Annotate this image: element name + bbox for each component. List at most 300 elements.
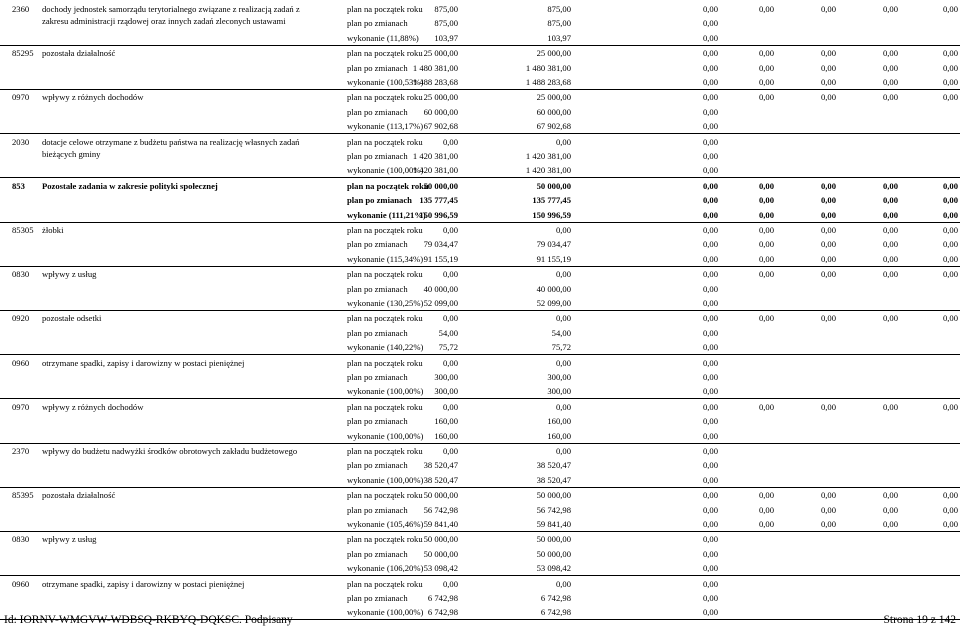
- value-cell: 0,00: [882, 269, 898, 280]
- row-label: wykonanie (111,21%): [347, 209, 426, 220]
- value-cell: 0,00: [758, 490, 774, 501]
- value-cell: 0,00: [820, 519, 836, 529]
- row-label: wykonanie (130,25%): [347, 298, 424, 308]
- value-cell: 25 000,00: [423, 48, 458, 59]
- value-cell: 0,00: [942, 239, 958, 250]
- classification-name: wpływy z różnych dochodów: [42, 92, 144, 103]
- table-row: [0, 591, 960, 605]
- value-cell: 0,00: [702, 32, 718, 43]
- value-cell: 103,97: [434, 32, 458, 43]
- value-cell: 0,00: [758, 48, 774, 59]
- page-number: Strona 19 z 142: [883, 614, 956, 626]
- value-cell: 0,00: [942, 209, 958, 220]
- value-cell: 0,00: [758, 209, 774, 220]
- value-cell: 0,00: [702, 209, 718, 220]
- value-cell: 0,00: [882, 313, 898, 324]
- row-label: wykonanie (105,46%): [347, 519, 424, 529]
- value-cell: 38 520,47: [423, 460, 458, 471]
- value-cell: 0,00: [702, 4, 718, 14]
- value-cell: 0,00: [702, 460, 718, 471]
- value-cell: 0,00: [758, 225, 774, 235]
- row-label: plan po zmianach: [347, 416, 408, 427]
- value-cell: 0,00: [702, 92, 718, 103]
- value-cell: 6 742,98: [427, 607, 458, 618]
- value-cell: 0,00: [820, 209, 836, 220]
- value-cell: 0,00: [702, 578, 718, 589]
- table-row: [0, 356, 960, 370]
- value-cell: 60 000,00: [536, 106, 571, 117]
- value-cell: 53 098,42: [423, 563, 458, 574]
- value-cell: 0,00: [758, 504, 774, 515]
- value-cell: 1 420 381,00: [525, 165, 571, 176]
- row-label: wykonanie (100,00%): [347, 386, 424, 397]
- value-cell: 1 420 381,00: [412, 165, 458, 176]
- value-cell: 0,00: [702, 165, 718, 176]
- value-cell: 0,00: [758, 195, 774, 206]
- value-cell: 150 996,59: [532, 209, 571, 220]
- table-row: [0, 488, 960, 502]
- classification-name: Pozostałe zadania w zakresie polityki społecznej: [42, 180, 218, 191]
- table-row: [0, 223, 960, 237]
- value-cell: 50 000,00: [536, 490, 571, 501]
- table-row: [0, 31, 960, 45]
- value-cell: 0,00: [820, 195, 836, 206]
- value-cell: 0,00: [702, 548, 718, 559]
- row-label: plan na początek roku: [347, 48, 423, 59]
- value-cell: 300,00: [547, 386, 571, 397]
- value-cell: 0,00: [820, 313, 836, 324]
- table-row: [0, 179, 960, 193]
- value-cell: 0,00: [702, 534, 718, 545]
- value-cell: 50 000,00: [536, 180, 571, 191]
- value-cell: 0,00: [758, 253, 774, 264]
- value-cell: 0,00: [820, 401, 836, 412]
- classification-code: 0960: [12, 578, 30, 589]
- value-cell: 0,00: [942, 490, 958, 501]
- value-cell: 0,00: [702, 77, 718, 87]
- value-cell: 0,00: [442, 269, 458, 280]
- value-cell: 25 000,00: [536, 48, 571, 59]
- table-row: [0, 311, 960, 325]
- value-cell: 0,00: [882, 225, 898, 235]
- row-label: plan na początek roku: [347, 225, 423, 235]
- value-cell: 91 155,19: [536, 253, 571, 264]
- value-cell: 0,00: [758, 77, 774, 87]
- row-label: plan na początek roku: [347, 180, 429, 191]
- value-cell: 0,00: [942, 225, 958, 235]
- value-cell: 0,00: [882, 77, 898, 87]
- classification-code: 2370: [12, 446, 30, 456]
- value-cell: 0,00: [820, 253, 836, 264]
- value-cell: 0,00: [820, 48, 836, 59]
- value-cell: 50 000,00: [536, 534, 571, 545]
- value-cell: 0,00: [758, 313, 774, 324]
- table-row: [0, 577, 960, 591]
- value-cell: 0,00: [702, 327, 718, 338]
- value-cell: 0,00: [702, 313, 718, 324]
- row-label: plan po zmianach: [347, 372, 408, 382]
- value-cell: 0,00: [820, 225, 836, 235]
- value-cell: 0,00: [758, 269, 774, 280]
- value-cell: 300,00: [434, 372, 458, 382]
- table-row: [0, 532, 960, 546]
- value-cell: 0,00: [555, 136, 571, 147]
- value-cell: 300,00: [434, 386, 458, 397]
- value-cell: 0,00: [942, 92, 958, 103]
- value-cell: 875,00: [547, 18, 571, 29]
- value-cell: 0,00: [702, 298, 718, 308]
- row-label: wykonanie (11,88%): [347, 32, 419, 43]
- table-row: [0, 473, 960, 487]
- value-cell: 0,00: [820, 269, 836, 280]
- row-label: plan po zmianach: [347, 460, 408, 471]
- value-cell: 56 742,98: [423, 504, 458, 515]
- value-cell: 0,00: [758, 62, 774, 73]
- value-cell: 0,00: [702, 372, 718, 382]
- value-cell: 0,00: [442, 357, 458, 368]
- value-cell: 0,00: [442, 578, 458, 589]
- table-row: [0, 503, 960, 517]
- value-cell: 25 000,00: [423, 92, 458, 103]
- value-cell: 67 902,68: [536, 121, 571, 132]
- table-row: [0, 326, 960, 340]
- value-cell: 0,00: [758, 239, 774, 250]
- classification-name: otrzymane spadki, zapisy i darowizny w postaci pieniężnej: [42, 578, 245, 589]
- value-cell: 59 841,40: [423, 519, 458, 529]
- value-cell: 0,00: [555, 446, 571, 456]
- value-cell: 1 420 381,00: [412, 151, 458, 161]
- classification-code: 2030: [12, 136, 30, 147]
- value-cell: 0,00: [758, 519, 774, 529]
- classification-code: 0920: [12, 313, 30, 324]
- row-label: plan na początek roku: [347, 92, 423, 103]
- value-cell: 6 742,98: [540, 593, 571, 603]
- row-label: wykonanie (115,34%): [347, 253, 424, 264]
- row-label: plan na początek roku: [347, 490, 423, 501]
- classification-name: pozostała działalność: [42, 48, 116, 59]
- table-row: [0, 46, 960, 60]
- value-cell: 59 841,40: [536, 519, 571, 529]
- value-cell: 0,00: [702, 593, 718, 603]
- value-cell: 0,00: [702, 62, 718, 73]
- value-cell: 875,00: [434, 4, 458, 14]
- value-cell: 875,00: [434, 18, 458, 29]
- table-row: [0, 384, 960, 398]
- table-row: [0, 163, 960, 177]
- value-cell: 0,00: [702, 446, 718, 456]
- value-cell: 79 034,47: [536, 239, 571, 250]
- value-cell: 0,00: [702, 48, 718, 59]
- value-cell: 300,00: [547, 372, 571, 382]
- table-row: [0, 296, 960, 310]
- value-cell: 0,00: [442, 225, 458, 235]
- value-cell: 0,00: [882, 401, 898, 412]
- value-cell: 0,00: [442, 136, 458, 147]
- value-cell: 0,00: [882, 180, 898, 191]
- classification-code: 85295: [12, 48, 34, 59]
- table-row: [0, 547, 960, 561]
- value-cell: 0,00: [758, 401, 774, 412]
- value-cell: 0,00: [702, 401, 718, 412]
- row-label: plan po zmianach: [347, 106, 408, 117]
- value-cell: 135 777,45: [532, 195, 571, 206]
- table-row: [0, 252, 960, 266]
- classification-code: 0960: [12, 357, 30, 368]
- row-label: plan na początek roku: [347, 4, 423, 14]
- classification-code: 85305: [12, 225, 34, 235]
- value-cell: 0,00: [882, 239, 898, 250]
- value-cell: 0,00: [702, 490, 718, 501]
- value-cell: 0,00: [942, 62, 958, 73]
- value-cell: 0,00: [702, 474, 718, 485]
- row-label: plan na początek roku: [347, 136, 423, 147]
- table-row: [0, 458, 960, 472]
- value-cell: 0,00: [702, 106, 718, 117]
- value-cell: 1 488 283,68: [412, 77, 458, 87]
- table-row: [0, 61, 960, 75]
- value-cell: 54,00: [438, 327, 458, 338]
- value-cell: 38 520,47: [423, 474, 458, 485]
- value-cell: 0,00: [702, 180, 718, 191]
- value-cell: 0,00: [758, 92, 774, 103]
- row-label: plan po zmianach: [347, 195, 412, 206]
- value-cell: 0,00: [758, 4, 774, 14]
- value-cell: 38 520,47: [536, 460, 571, 471]
- table-row: [0, 282, 960, 296]
- value-cell: 6 742,98: [540, 607, 571, 618]
- row-label: wykonanie (113,17%): [347, 121, 424, 132]
- table-row: [0, 16, 960, 30]
- value-cell: 60 000,00: [423, 106, 458, 117]
- value-cell: 150 996,59: [419, 209, 458, 220]
- classification-code: 0830: [12, 534, 30, 545]
- document-id: Id: IORNV-WMGVW-WDBSQ-RKBYQ-DQKSC. Podpisany: [4, 614, 293, 626]
- value-cell: 0,00: [702, 121, 718, 132]
- row-label: plan po zmianach: [347, 239, 408, 250]
- value-cell: 0,00: [702, 253, 718, 264]
- classification-code: 0970: [12, 92, 30, 103]
- value-cell: 0,00: [942, 77, 958, 87]
- table-row: [0, 237, 960, 251]
- table-row: [0, 105, 960, 119]
- value-cell: 53 098,42: [536, 563, 571, 574]
- value-cell: 0,00: [820, 92, 836, 103]
- value-cell: 0,00: [942, 504, 958, 515]
- value-cell: 50 000,00: [423, 490, 458, 501]
- value-cell: 56 742,98: [536, 504, 571, 515]
- row-label: wykonanie (100,00%): [347, 607, 424, 618]
- value-cell: 160,00: [434, 416, 458, 427]
- value-cell: 0,00: [702, 504, 718, 515]
- value-cell: 0,00: [702, 607, 718, 618]
- value-cell: 0,00: [820, 4, 836, 14]
- value-cell: 25 000,00: [536, 92, 571, 103]
- value-cell: 0,00: [882, 92, 898, 103]
- value-cell: 0,00: [702, 151, 718, 161]
- value-cell: 38 520,47: [536, 474, 571, 485]
- value-cell: 0,00: [942, 253, 958, 264]
- row-label: wykonanie (100,00%): [347, 474, 424, 485]
- value-cell: 0,00: [555, 313, 571, 324]
- value-cell: 79 034,47: [423, 239, 458, 250]
- value-cell: 75,72: [551, 342, 571, 353]
- row-label: plan na początek roku: [347, 401, 423, 412]
- value-cell: 0,00: [942, 269, 958, 280]
- value-cell: 0,00: [702, 225, 718, 235]
- value-cell: 875,00: [547, 4, 571, 14]
- value-cell: 67 902,68: [423, 121, 458, 132]
- value-cell: 0,00: [702, 416, 718, 427]
- row-label: plan na początek roku: [347, 534, 423, 545]
- row-label: wykonanie (106,20%): [347, 563, 424, 574]
- value-cell: 91 155,19: [423, 253, 458, 264]
- value-cell: 0,00: [702, 519, 718, 529]
- row-label: wykonanie (140,22%): [347, 342, 424, 353]
- value-cell: 0,00: [555, 357, 571, 368]
- value-cell: 0,00: [942, 48, 958, 59]
- value-cell: 0,00: [820, 180, 836, 191]
- row-label: plan na początek roku: [347, 313, 423, 324]
- value-cell: 1 480 381,00: [525, 62, 571, 73]
- value-cell: 40 000,00: [536, 283, 571, 294]
- value-cell: 0,00: [942, 4, 958, 14]
- value-cell: 103,97: [547, 32, 571, 43]
- classification-name: wpływy z różnych dochodów: [42, 401, 144, 412]
- row-label: wykonanie (100,53%): [347, 77, 424, 87]
- classification-name: żłobki: [42, 225, 64, 235]
- table-row: [0, 193, 960, 207]
- classification-name: wpływy do budżetu nadwyżki środków obrotowych zakładu budżetowego: [42, 446, 298, 456]
- value-cell: 0,00: [942, 313, 958, 324]
- value-cell: 0,00: [702, 195, 718, 206]
- row-label: plan po zmianach: [347, 548, 408, 559]
- value-cell: 160,00: [434, 430, 458, 441]
- table-row: [0, 414, 960, 428]
- row-label: plan po zmianach: [347, 62, 408, 73]
- value-cell: 0,00: [702, 239, 718, 250]
- table-row: [0, 340, 960, 354]
- row-label: wykonanie (100,00%): [347, 430, 424, 441]
- value-cell: 0,00: [758, 180, 774, 191]
- value-cell: 40 000,00: [423, 283, 458, 294]
- row-label: plan po zmianach: [347, 283, 408, 294]
- table-row: [0, 561, 960, 575]
- value-cell: 50 000,00: [423, 180, 458, 191]
- table-row: [0, 75, 960, 89]
- classification-name: pozostałe odsetki: [42, 313, 102, 324]
- value-cell: 0,00: [882, 62, 898, 73]
- value-cell: 0,00: [702, 563, 718, 574]
- value-cell: 0,00: [942, 195, 958, 206]
- classification-name: dotacje celowe otrzymane z budżetu państwa na realizację własnych zadań bieżących gminy: [42, 136, 300, 159]
- page-footer: [0, 613, 960, 631]
- value-cell: 50 000,00: [423, 534, 458, 545]
- classification-name: pozostała działalność: [42, 490, 116, 501]
- value-cell: 0,00: [702, 269, 718, 280]
- classification-code: 0830: [12, 269, 30, 280]
- value-cell: 0,00: [820, 490, 836, 501]
- classification-name: dochody jednostek samorządu terytorialnego związane z realizacją zadań z zakresu administracji rządowej oraz innych zadań zleconych ustawami: [42, 4, 300, 26]
- classification-name: wpływy z usług: [42, 534, 97, 545]
- row-label: plan po zmianach: [347, 504, 408, 515]
- value-cell: 0,00: [555, 578, 571, 589]
- row-label: plan na początek roku: [347, 578, 423, 589]
- classification-code: 2360: [12, 4, 30, 14]
- row-label: plan po zmianach: [347, 327, 408, 338]
- value-cell: 0,00: [442, 401, 458, 412]
- row-label: plan po zmianach: [347, 151, 408, 161]
- value-cell: 0,00: [442, 313, 458, 324]
- value-cell: 0,00: [820, 504, 836, 515]
- table-row: [0, 267, 960, 281]
- table-row: [0, 149, 960, 163]
- value-cell: 0,00: [820, 77, 836, 87]
- value-cell: 0,00: [942, 180, 958, 191]
- value-cell: 0,00: [882, 209, 898, 220]
- value-cell: 160,00: [547, 430, 571, 441]
- table-row: [0, 517, 960, 531]
- classification-code: 0970: [12, 401, 30, 412]
- row-label: plan na początek roku: [347, 357, 423, 368]
- value-cell: 52 099,00: [536, 298, 571, 308]
- table-row: [0, 370, 960, 384]
- value-cell: 0,00: [942, 519, 958, 529]
- value-cell: 0,00: [882, 519, 898, 529]
- value-cell: 75,72: [438, 342, 458, 353]
- value-cell: 0,00: [555, 225, 571, 235]
- value-cell: 0,00: [820, 239, 836, 250]
- classification-name: wpływy z usług: [42, 269, 97, 280]
- table-row: [0, 444, 960, 458]
- table-row: [0, 208, 960, 222]
- classification-code: 853: [12, 180, 25, 191]
- row-label: wykonanie (100,00%): [347, 165, 424, 176]
- value-cell: 0,00: [702, 283, 718, 294]
- value-cell: 1 420 381,00: [525, 151, 571, 161]
- value-cell: 0,00: [555, 401, 571, 412]
- value-cell: 1 488 283,68: [525, 77, 571, 87]
- value-cell: 1 480 381,00: [412, 62, 458, 73]
- value-cell: 0,00: [942, 401, 958, 412]
- value-cell: 52 099,00: [423, 298, 458, 308]
- value-cell: 6 742,98: [427, 593, 458, 603]
- value-cell: 0,00: [882, 48, 898, 59]
- value-cell: 0,00: [702, 18, 718, 29]
- classification-name: otrzymane spadki, zapisy i darowizny w postaci pieniężnej: [42, 357, 245, 368]
- value-cell: 0,00: [820, 62, 836, 73]
- value-cell: 0,00: [882, 504, 898, 515]
- value-cell: 0,00: [882, 4, 898, 14]
- value-cell: 160,00: [547, 416, 571, 427]
- table-row: [0, 400, 960, 414]
- table-row: [0, 429, 960, 443]
- row-label: plan po zmianach: [347, 18, 408, 29]
- value-cell: 50 000,00: [536, 548, 571, 559]
- table-row: [0, 119, 960, 133]
- value-cell: 0,00: [555, 269, 571, 280]
- row-label: plan po zmianach: [347, 593, 408, 603]
- value-cell: 0,00: [702, 136, 718, 147]
- row-label: plan na początek roku: [347, 269, 423, 280]
- value-cell: 50 000,00: [423, 548, 458, 559]
- value-cell: 0,00: [882, 490, 898, 501]
- classification-code: 85395: [12, 490, 34, 501]
- row-label: plan na początek roku: [347, 446, 423, 456]
- value-cell: 0,00: [702, 342, 718, 353]
- value-cell: 135 777,45: [419, 195, 458, 206]
- value-cell: 0,00: [882, 195, 898, 206]
- value-cell: 0,00: [702, 386, 718, 397]
